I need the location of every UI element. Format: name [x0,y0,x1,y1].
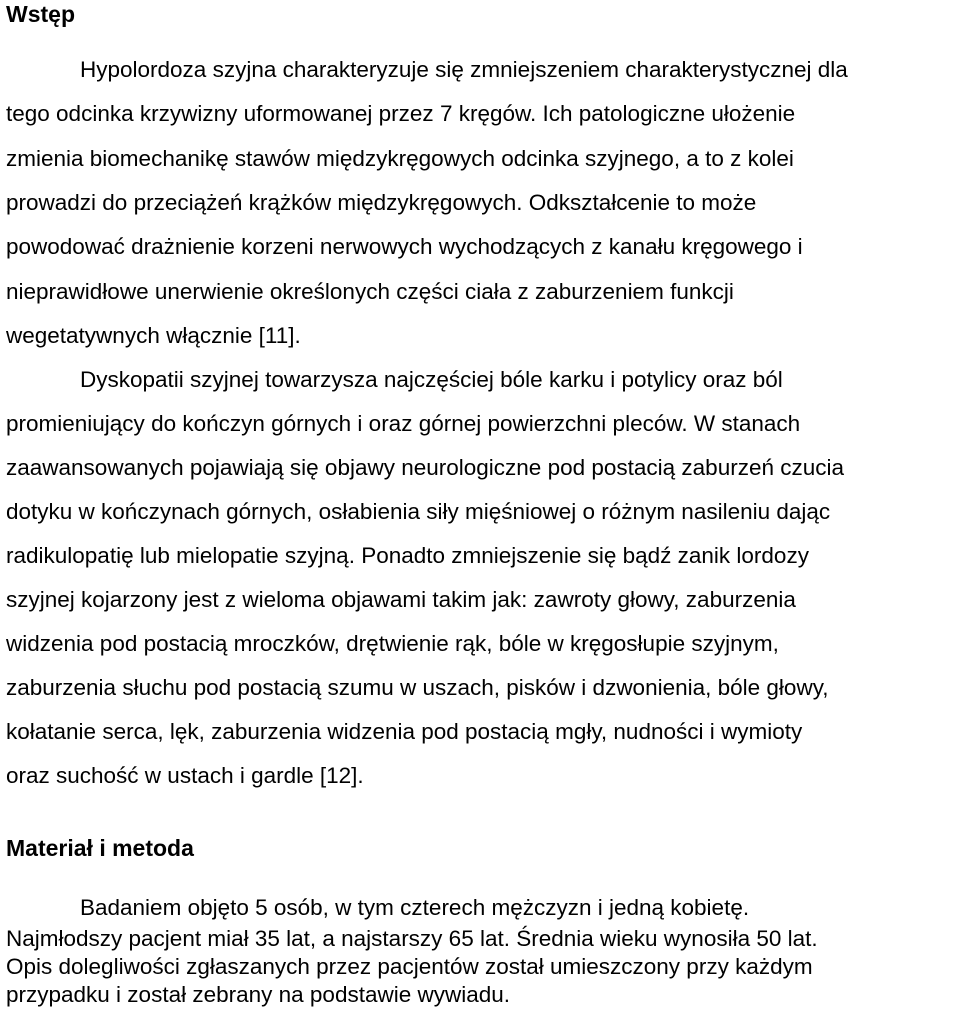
paragraph-line: powodować drażnienie korzeni nerwowych wychodzących z kanału kręgowego i [6,234,803,259]
paragraph-line: widzenia pod postacią mroczków, drętwienie rąk, bóle w kręgosłupie szyjnym, [6,631,779,656]
paragraph-line: zaawansowanych pojawiają się objawy neurologiczne pod postacią zaburzeń czucia [6,455,845,480]
section-heading-material-i-metoda: Materiał i metoda [6,835,194,861]
paragraph-line: wegetatywnych włącznie [11]. [6,323,301,348]
paragraph-line: Dyskopatii szyjnej towarzysza najczęściej bóle karku i potylicy oraz ból [80,367,783,392]
section-heading-wstep: Wstęp [6,1,75,27]
paragraph-line: szyjnej kojarzony jest z wieloma objawami takim jak: zawroty głowy, zaburzenia [6,587,796,612]
paragraph-line: dotyku w kończynach górnych, osłabienia siły mięśniowej o różnym nasileniu dając [6,499,831,524]
paragraph-line: kołatanie serca, lęk, zaburzenia widzenia pod postacią mgły, nudności i wymioty [6,719,803,744]
paragraph-line: zaburzenia słuchu pod postacią szumu w uszach, pisków i dzwonienia, bóle głowy, [6,675,829,700]
paragraph-line: zmienia biomechanikę stawów międzykręgowych odcinka szyjnego, a to z kolei [6,146,794,171]
paragraph-line: nieprawidłowe unerwienie określonych części ciała z zaburzeniem funkcji [6,279,734,304]
paragraph-line: radikulopatię lub mielopatie szyjną. Ponadto zmniejszenie się bądź zanik lordozy [6,543,809,568]
paragraph-line: Najmłodszy pacjent miał 35 lat, a najstarszy 65 lat. Średnia wieku wynosiła 50 lat. [6,926,818,951]
paragraph-line: Hypolordoza szyjna charakteryzuje się zmniejszeniem charakterystycznej dla [80,57,848,82]
paragraph-line: prowadzi do przeciążeń krążków międzykręgowych. Odkształcenie to może [6,190,757,215]
paragraph-line: Opis dolegliwości zgłaszanych przez pacjentów został umieszczony przy każdym [6,954,813,979]
paragraph-line: Badaniem objęto 5 osób, w tym czterech mężczyzn i jedną kobietę. [80,895,750,920]
paragraph-line: tego odcinka krzywizny uformowanej przez 7 kręgów. Ich patologiczne ułożenie [6,101,796,126]
paragraph-line: przypadku i został zebrany na podstawie wywiadu. [6,982,511,1007]
paragraph-line: promieniujący do kończyn górnych i oraz górnej powierzchni pleców. W stanach [6,411,801,436]
paragraph-line: oraz suchość w ustach i gardle [12]. [6,763,364,788]
